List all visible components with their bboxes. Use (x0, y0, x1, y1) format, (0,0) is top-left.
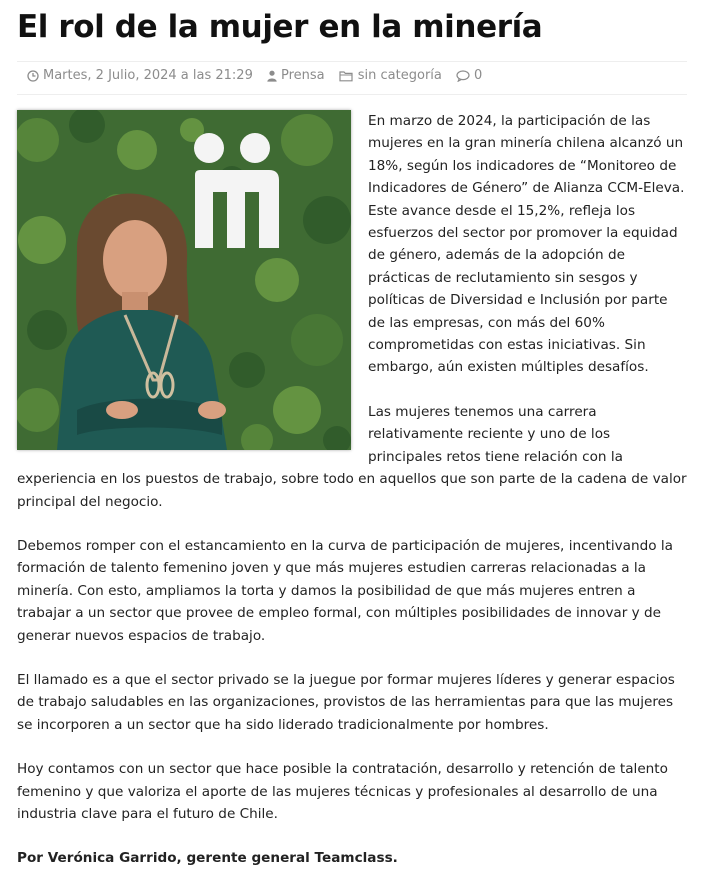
meta-category-link[interactable]: sin categoría (357, 68, 442, 83)
user-icon (267, 70, 277, 82)
comment-icon (456, 70, 470, 82)
meta-author[interactable] (267, 68, 325, 84)
meta-date (27, 68, 253, 84)
clock-icon (27, 70, 39, 82)
paragraph-4: El llamado es a que el sector privado se la juegue por formar mujeres líderes y generar espacios de trabajo saludables en las organizaciones, provistos de las herramientas para que las mujeres se incorporen a un sector que ha sido liderado tradicionalmente por hombres. (17, 671, 675, 733)
article-meta (17, 61, 687, 95)
paragraph-2: Las mujeres tenemos una carrera relativamente reciente y uno de los principales retos tiene relación con la experiencia en los puestos de trabajo, sobre todo en aquellos que son parte de la cadena de valor principal del negocio. (17, 403, 687, 510)
folder-icon (339, 70, 354, 82)
featured-photo (17, 110, 351, 450)
author-signature: Por Verónica Garrido, gerente general Teamclass. (17, 850, 398, 867)
meta-comments[interactable] (456, 68, 482, 84)
meta-category[interactable] (339, 68, 442, 84)
paragraph-1: En marzo de 2024, la participación de las mujeres en la gran minería chilena alcanzó un 18%, según los indicadores de “Monitoreo de Indicadores de Género” de Alianza CCM-Eleva. Este avance desde el 15,2%, refleja los esfuerzos del sector por promover la equidad de género, además de la adopción de prácticas de reclutamiento sin sesgos y políticas de Diversidad e Inclusión por parte de las empresas, con más del 60% comprometidas con estas iniciativas. Sin embargo, aún existen múltiples desafíos. (368, 113, 685, 376)
meta-date-text: Martes, 2 Julio, 2024 a las 21:29 (43, 68, 253, 83)
paragraph-5: Hoy contamos con un sector que hace posible la contratación, desarrollo y retención de talento femenino y que valoriza el aporte de las mujeres técnicas y profesionales al desarrollo de una industria clave para el futuro de Chile. (17, 761, 668, 822)
meta-comments-count[interactable]: 0 (474, 68, 483, 83)
article-content (17, 110, 687, 892)
meta-author-link[interactable]: Prensa (280, 68, 325, 83)
article-title: El rol de la mujer en la minería (17, 9, 543, 45)
paragraph-3: Debemos romper con el estancamiento en la curva de participación de mujeres, incentivando la formación de talento femenino joven y que más mujeres estudien carreras relacionadas a la minería. Con esto, ampliamos la torta y damos la posibilidad de que más mujeres entren a trabajar a un sector que provee de empleo formal, con múltiples posibilidades de innovar y de generar nuevos espacios de trabajo. (17, 537, 674, 644)
